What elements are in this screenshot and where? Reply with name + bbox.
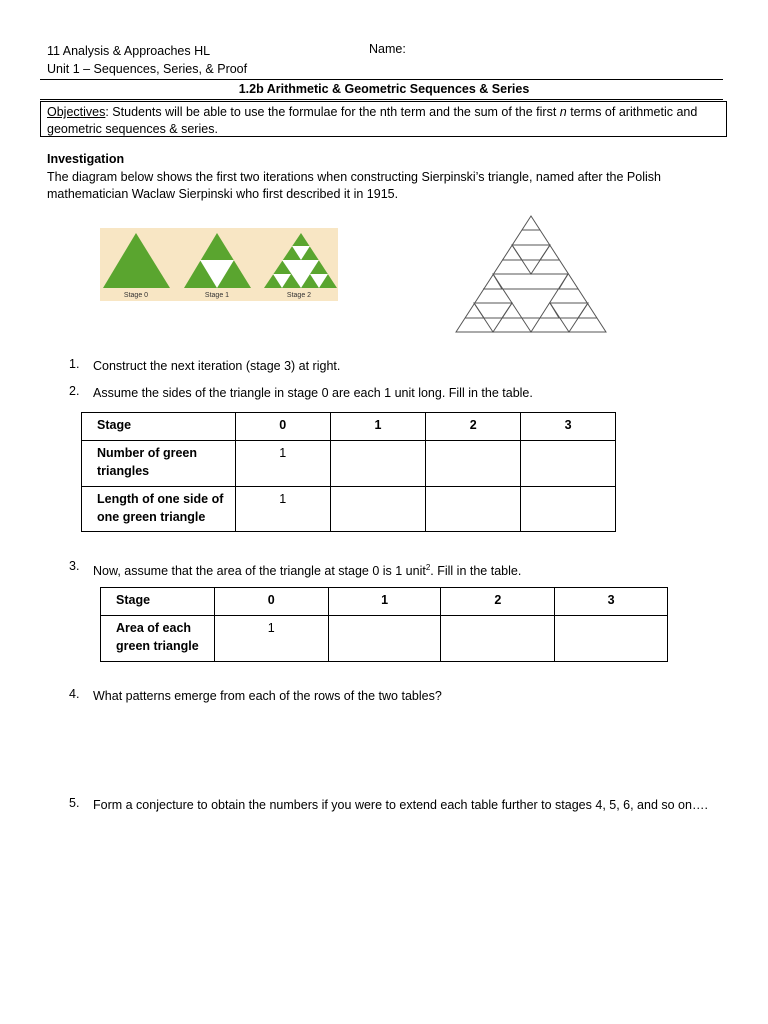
table2-cell[interactable] [555,616,668,662]
table2-row-label: Area of each green triangle [101,616,215,662]
outline-line [512,245,522,260]
q1-text: Construct the next iteration (stage 3) at right. [93,359,341,373]
q2-text: Assume the sides of the triangle in stage 0 are each 1 unit long. Fill in the table. [93,386,533,400]
outline-line [559,274,568,289]
table1-row-label: Length of one side of one green triangle [82,487,236,532]
sierpinski-stages-figure [100,228,338,301]
q3-superscript: 2 [425,563,431,572]
table2-header-stage: Stage [101,588,215,616]
table2-cell[interactable] [441,616,555,662]
outline-line [474,303,484,318]
stage1-label: Stage 1 [204,292,230,299]
table2-header-3: 3 [555,588,668,616]
table-row [82,413,616,441]
table1-cell: 1 [235,487,330,532]
table1-cell[interactable] [330,487,426,532]
q1-number: 1. [69,357,80,371]
q5-number: 5. [69,796,80,810]
table-row [101,616,668,662]
stage0-label: Stage 0 [123,292,149,299]
header-rule [40,79,723,80]
outline-line [550,303,559,318]
q3-text-a: Now, assume that the area of the triangle at stage 0 is 1 unit [93,564,426,579]
table1-cell[interactable] [521,441,616,487]
table-row [101,588,668,616]
table2-header-0: 0 [214,588,328,616]
table1-header-stage: Stage [82,413,236,441]
outline-line [578,303,588,318]
table1-cell[interactable] [521,487,616,532]
table1-header-2: 2 [426,413,521,441]
table2-cell[interactable] [328,616,441,662]
name-label: Name: [369,42,406,56]
table1-cell: 1 [235,441,330,487]
q5-text: Form a conjecture to obtain the numbers if you were to extend each table further to stages 4, 5, 6, and so on…. [93,798,708,812]
table1-header-3: 3 [521,413,616,441]
table2-cell: 1 [214,616,328,662]
page-title: 1.2b Arithmetic & Geometric Sequences & Series [238,82,530,96]
table1-row-label: Number of green triangles [82,441,236,487]
outline-line [540,245,550,260]
objectives-label: Objectives [47,105,106,119]
q4-number: 4. [69,687,80,701]
title-rule [40,99,723,100]
q3-number: 3. [69,559,80,573]
table1-cell[interactable] [426,487,521,532]
objectives-text-a: : Students will be able to use the formulae for the nth term and the sum of the first [105,105,560,119]
investigation-heading: Investigation [47,152,125,166]
q2-number: 2. [69,384,80,398]
unit-name: Unit 1 – Sequences, Series, & Proof [47,62,248,76]
q4-text: What patterns emerge from each of the rows of the two tables? [93,689,442,703]
q3-text-b: . Fill in the table. [430,564,522,579]
investigation-text: The diagram below shows the first two iterations when constructing Sierpinski’s triangle, named after the Polish mathematician Waclaw Sierpinski who first described it in 1915. [47,170,661,201]
outline-line [502,303,512,318]
objectives-text-b: terms of arithmetic and geometric sequences & series. [47,105,698,136]
table2-header-2: 2 [441,588,555,616]
table-side-length [81,412,616,532]
table1-cell[interactable] [330,441,426,487]
table1-cell[interactable] [426,441,521,487]
q3-text [93,559,718,580]
objectives-box [40,101,727,137]
table1-header-1: 1 [330,413,426,441]
table-row [82,441,616,487]
table1-header-0: 0 [235,413,330,441]
table-area [100,587,668,662]
outline-line [493,274,502,289]
stage2-label: Stage 2 [286,292,312,299]
course-name: 11 Analysis & Approaches HL [47,44,211,58]
sierpinski-outline-figure [454,214,610,334]
table2-header-1: 1 [328,588,441,616]
table-row [82,487,616,532]
objectives-n: n [559,105,567,119]
